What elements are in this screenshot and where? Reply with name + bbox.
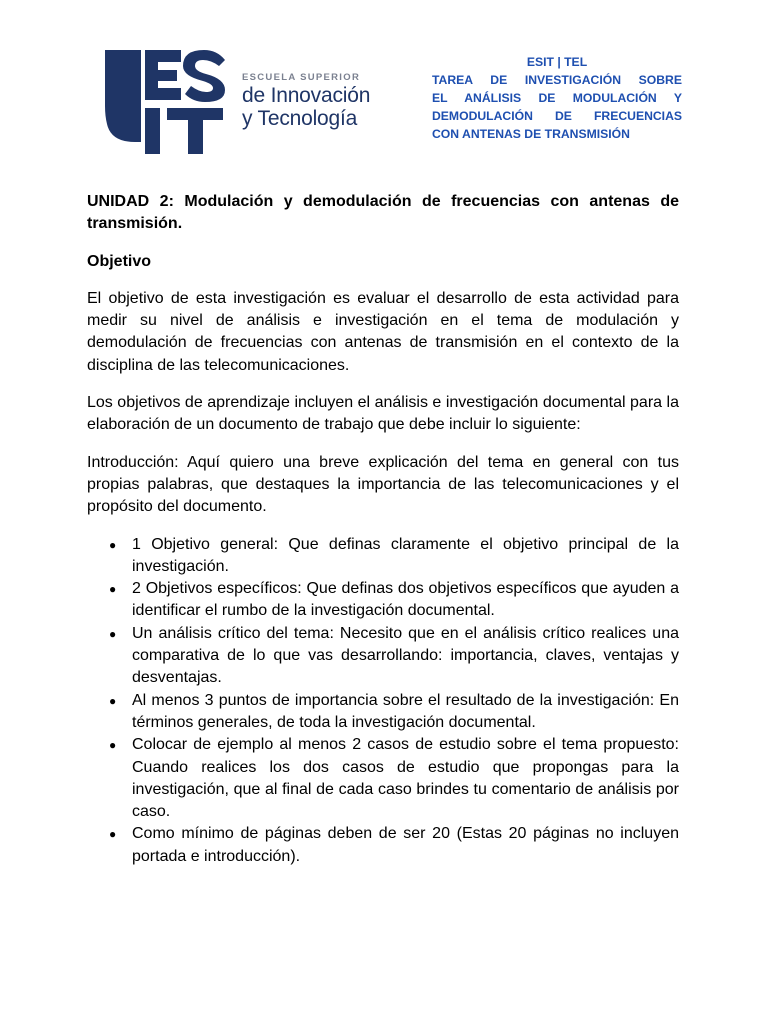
esit-logo-mark bbox=[105, 46, 227, 156]
esit-logo bbox=[105, 46, 385, 156]
bullet-icon: ● bbox=[109, 827, 117, 842]
logo-wordmark bbox=[242, 72, 392, 130]
list-item-text: Colocar de ejemplo al menos 2 casos de estudio sobre el tema propuesto: Cuando realices los dos casos de estudio que propongas para la investigación, que al final de cada caso brindes tu comentario de análisis por caso. bbox=[132, 736, 679, 821]
list-item bbox=[87, 623, 679, 690]
document-body bbox=[87, 191, 679, 868]
paragraph-learning-objectives: Los objetivos de aprendizaje incluyen el análisis e investigación documental para la elaboración de un documento de trabajo que debe incluir lo siguiente: bbox=[87, 394, 679, 434]
list-item bbox=[87, 690, 679, 735]
bullet-icon: ● bbox=[109, 537, 117, 552]
list-item-text: 2 Objetivos específicos: Que definas dos objetivos específicos que ayuden a identificar el rumbo de la investigación documental. bbox=[132, 580, 679, 620]
list-item bbox=[87, 534, 679, 579]
paragraph-introduction: Introducción: Aquí quiero una breve explicación del tema en general con tus propias palabras, que destaques la importancia de las telecomunicaciones y el propósito del documento. bbox=[87, 453, 679, 516]
header-line: EL ANÁLISIS DE MODULACIÓN Y bbox=[432, 91, 682, 105]
list-item bbox=[87, 578, 679, 623]
logo-line-1: de Innovación bbox=[242, 84, 371, 107]
header-line: TAREA DE INVESTIGACIÓN SOBRE bbox=[432, 73, 682, 87]
paragraph-objective: El objetivo de esta investigación es evaluar el desarrollo de esta actividad para medir su nivel de análisis e investigación en el tema de modulación y demodulación de frecuencias con antenas de transmisión en el contexto de la disciplina de las telecomunicaciones. bbox=[87, 289, 679, 374]
bullet-icon: ● bbox=[109, 626, 117, 641]
list-item-text: Al menos 3 puntos de importancia sobre el resultado de la investigación: En términos generales, de toda la investigación documental. bbox=[132, 691, 679, 731]
bullet-icon: ● bbox=[109, 693, 117, 708]
header-line: CON ANTENAS DE TRANSMISIÓN bbox=[432, 127, 630, 141]
list-item-text: Como mínimo de páginas deben de ser 20 (Estas 20 páginas no incluyen portada e introducción). bbox=[132, 825, 679, 865]
logo-school-label: ESCUELA SUPERIOR bbox=[242, 72, 361, 83]
logo-line-2: y Tecnología bbox=[242, 107, 358, 130]
objective-heading: Objetivo bbox=[87, 252, 152, 270]
bullet-icon: ● bbox=[109, 738, 117, 753]
list-item bbox=[87, 823, 679, 868]
document-header bbox=[432, 53, 682, 143]
list-item-text: Un análisis crítico del tema: Necesito que en el análisis crítico realices una comparativa de lo que vas desarrollando: importancia, claves, ventajas y desventajas. bbox=[132, 624, 679, 687]
requirements-list bbox=[87, 534, 679, 868]
unit-title: UNIDAD 2: Modulación y demodulación de frecuencias con antenas de transmisión. bbox=[87, 193, 679, 233]
header-line: DEMODULACIÓN DE FRECUENCIAS bbox=[432, 109, 682, 123]
header-line: ESIT | TEL bbox=[526, 55, 588, 69]
list-item bbox=[87, 734, 679, 823]
list-item-text: 1 Objetivo general: Que definas claramente el objetivo principal de la investigación. bbox=[132, 535, 679, 575]
bullet-icon: ● bbox=[109, 582, 117, 597]
